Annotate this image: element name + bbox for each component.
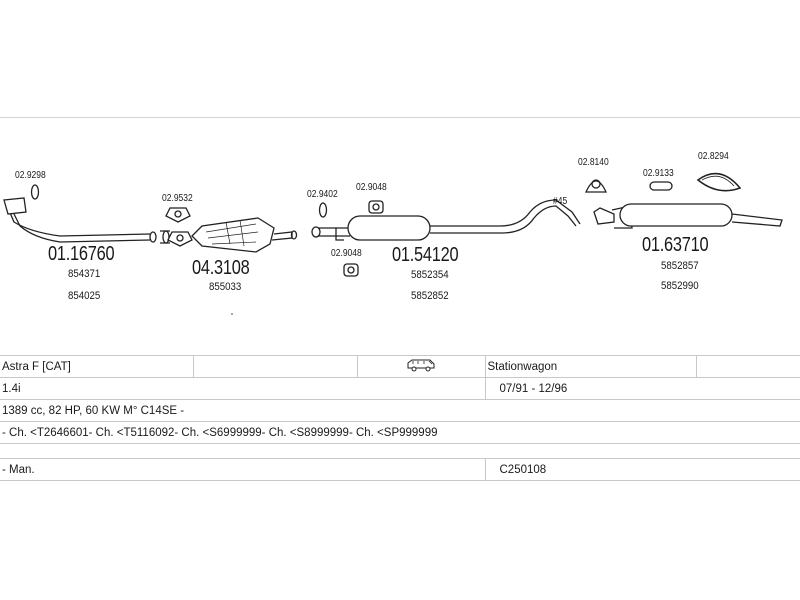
- empty-cell: [193, 356, 357, 378]
- gasket-029402: [320, 203, 327, 217]
- oem-ref-5852852: 5852852: [411, 290, 449, 302]
- production-years: 07/91 - 12/96: [485, 378, 800, 400]
- front-pipe-part: [4, 198, 156, 242]
- body-type: Stationwagon: [485, 356, 696, 378]
- rear-silencer-part: [594, 204, 782, 228]
- gasket-029532: [166, 208, 192, 246]
- part-code-028140[interactable]: 02.8140: [578, 157, 609, 168]
- hanger-028140: [586, 180, 606, 192]
- chassis-ranges: - Ch. <T2646601- Ch. <T5116092- Ch. <S6999999- Ch. <S8999999- Ch. <SP999999: [0, 422, 800, 444]
- rubber-mount-029133: [650, 182, 672, 190]
- table-row: [0, 356, 800, 378]
- catalytic-converter-part: [192, 218, 297, 252]
- oem-ref-5852857: 5852857: [661, 260, 699, 272]
- catalog-code: C250108: [485, 459, 800, 481]
- part-code-029298[interactable]: 02.9298: [15, 170, 46, 181]
- part-code-043108[interactable]: 04.3108: [192, 257, 250, 279]
- hanger-029048-top: [369, 201, 383, 213]
- station-wagon-icon: [406, 358, 436, 372]
- part-code-163710[interactable]: 01.63710: [642, 234, 709, 256]
- table-row: [0, 444, 800, 459]
- oem-ref-854025: 854025: [68, 290, 101, 302]
- engine-spec: 1389 cc, 82 HP, 60 KW M° C14SE -: [0, 400, 800, 422]
- pipe-diameter-label: #45: [553, 196, 568, 207]
- vehicle-info-table: [0, 355, 800, 481]
- part-code-028294[interactable]: 02.8294: [698, 151, 729, 162]
- empty-row: [0, 444, 800, 459]
- table-row: [0, 400, 800, 422]
- table-row: [0, 378, 800, 400]
- oem-ref-855033: 855033: [209, 281, 242, 293]
- empty-cell: [696, 356, 800, 378]
- part-code-116760[interactable]: 01.16760: [48, 243, 115, 265]
- part-code-029402[interactable]: 02.9402: [307, 189, 338, 200]
- part-code-154120[interactable]: 01.54120: [392, 244, 459, 266]
- gasket-029298: [32, 185, 39, 199]
- oem-ref-854371: 854371: [68, 268, 101, 280]
- vehicle-icon-cell: [357, 356, 485, 378]
- engine-size: 1.4i: [0, 378, 485, 400]
- table-row: [0, 459, 800, 481]
- transmission: - Man.: [0, 459, 485, 481]
- part-code-029048-bottom[interactable]: 02.9048: [331, 248, 362, 259]
- sealing-ring-028294: [698, 174, 740, 191]
- table-row: [0, 422, 800, 444]
- oem-ref-5852354: 5852354: [411, 269, 449, 281]
- oem-ref-5852990: 5852990: [661, 280, 699, 292]
- middle-silencer-part: [312, 200, 580, 240]
- vehicle-model: Astra F [CAT]: [0, 356, 193, 378]
- hanger-029048-bottom: [344, 264, 358, 276]
- part-code-029133[interactable]: 02.9133: [643, 168, 674, 179]
- part-code-029048-top[interactable]: 02.9048: [356, 182, 387, 193]
- clamp-part: [160, 231, 170, 243]
- part-code-029532[interactable]: 02.9532: [162, 193, 193, 204]
